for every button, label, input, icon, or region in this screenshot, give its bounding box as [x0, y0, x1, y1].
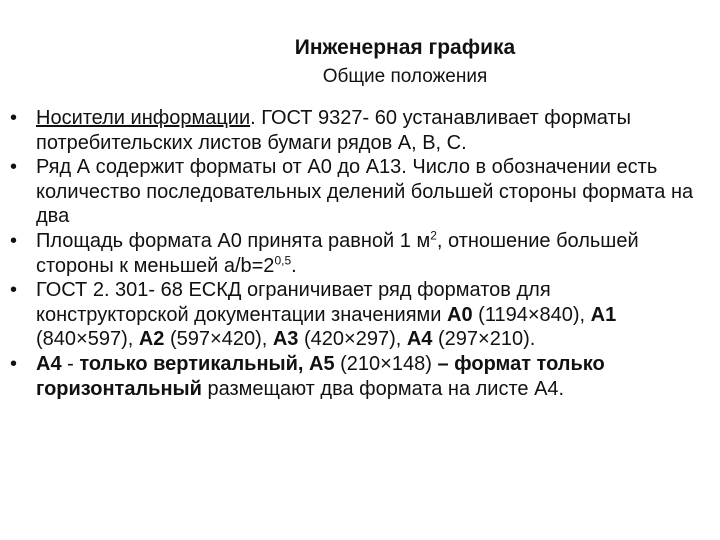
bullet-dot: •	[10, 352, 18, 375]
bullet-3-text-3: .	[291, 254, 297, 277]
bullet-dot: •	[10, 229, 18, 252]
bullet-2-text: Ряд А содержит форматы от А0 до А13. Число в обозначении есть количество последовательных делений большей стороны формата на два	[36, 156, 694, 228]
bullet-dot: •	[10, 156, 18, 179]
format-a2-label: А2	[138, 328, 165, 351]
bullet-5-bold-1: А4	[36, 352, 62, 375]
bullet-1-underlined: Носители информации	[36, 107, 251, 129]
format-a3-size: (420×297),	[298, 328, 407, 351]
format-a3-label: А3	[272, 328, 299, 351]
format-a1-size: (840×597),	[36, 328, 139, 351]
slide-subtitle: Общие положения	[322, 66, 488, 87]
format-a0-size: (1194×840),	[472, 303, 591, 326]
bullet-5-bold-3: – формат только горизонтальный	[36, 352, 605, 400]
bullet-item-2	[0, 155, 720, 229]
bullet-5-text-3: размещают два формата на листе А4.	[201, 377, 565, 400]
format-a0-label: А0	[447, 303, 473, 326]
bullet-4-text-1: ГОСТ 2. 301- 68 ЕСКД ограничивает ряд форматов для конструкторской документации значениями	[36, 279, 551, 326]
slide-title: Инженерная графика	[294, 36, 516, 59]
bullet-dot: •	[10, 279, 18, 302]
bullet-5-bold-2: только вертикальный, А5	[79, 352, 335, 375]
bullet-list	[0, 106, 720, 401]
bullet-3-sup-2: 0,5	[274, 252, 292, 267]
bullet-item-1	[0, 106, 720, 155]
format-a2-size: (597×420),	[164, 328, 273, 351]
bullet-5-text-1: -	[61, 352, 80, 375]
bullet-3-sup-1: 2	[430, 228, 437, 243]
bullet-item-5	[0, 352, 720, 401]
format-a4-size: (297×210).	[432, 328, 536, 351]
bullet-item-3	[0, 229, 720, 278]
bullet-3-text-2: , отношение большей стороны к меньшей a/b=2	[36, 229, 639, 277]
bullet-item-4	[0, 278, 720, 352]
bullet-5-text-2: (210×148)	[334, 352, 438, 375]
bullet-3-text-1: Площадь формата А0 принята равной 1 м	[36, 229, 431, 252]
bullet-dot: •	[10, 107, 18, 129]
format-a1-label: А1	[590, 303, 617, 326]
format-a4-label: А4	[406, 328, 433, 351]
bullet-1-text: . ГОСТ 9327- 60 устанавливает форматы потребительских листов бумаги рядов А, В, С.	[36, 107, 631, 154]
